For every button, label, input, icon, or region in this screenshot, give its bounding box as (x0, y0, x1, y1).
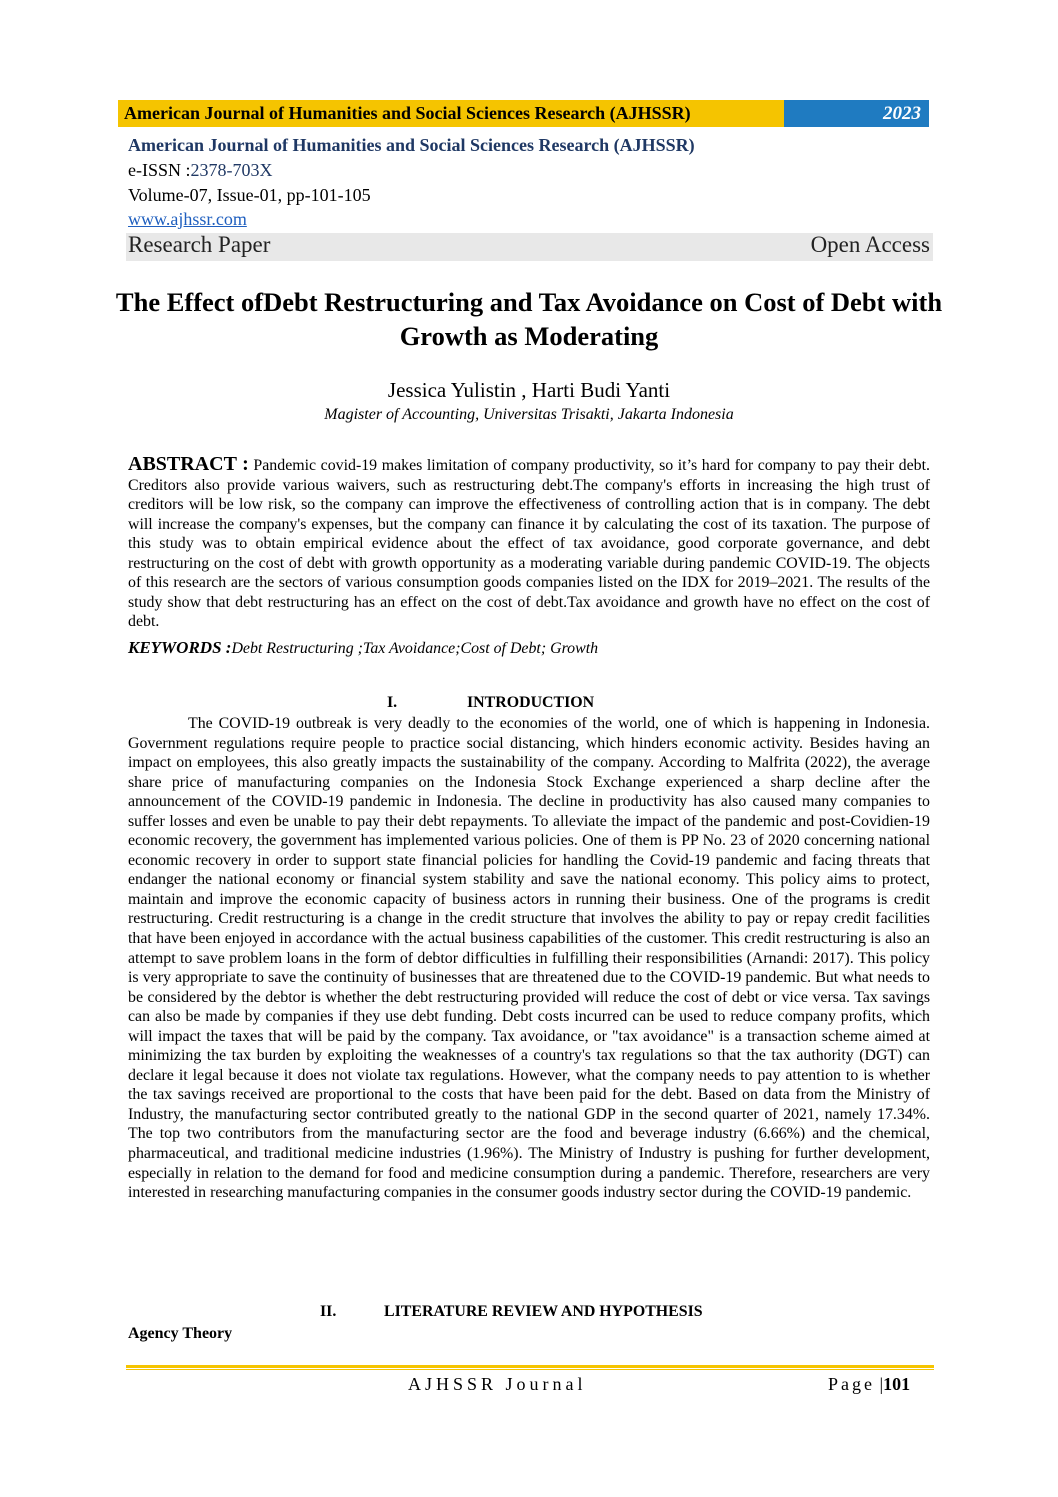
introduction-text: The COVID-19 outbreak is very deadly to the economies of the world, one of which is happening in Indonesia. Government regulations require people to practice social distancing, which hinders economic activity. Besides having an impact on employees, this also greatly impacts the sustainability of the company. According to Malfrita (2022), the average share price of manufacturing companies on the Indonesia Stock Exchange experienced a sharp decline after the announcement of the COVID-19 pandemic in Indonesia. The decline in productivity has also caused many companies to suffer losses and even be unable to pay their debt repayments. To alleviate the impact of the pandemic and post-Covidien-19 economic recovery, the government has implemented various policies. One of them is PP No. 23 of 2020 concerning national economic recovery in order to support state financial policies for handling the Covid-19 pandemic and facing threats that endanger the national economy or financial system stability and save the national economy. This policy aims to protect, maintain and improve the economic capacity of business actors in running their business. One of the programs is credit restructuring. Credit restructuring is a change in the credit structure that involves the ability to pay or repay credit facilities that have been enjoyed in accordance with the actual business capabilities of the customer. This credit restructuring is also an attempt to save problem loans in the form of debtor difficulties in fulfilling their responsibilities (Arnandi: 2017). This policy is very appropriate to save the continuity of businesses that are threatened due to the COVID-19 pandemic. But what needs to be considered by the debtor is whether the debt restructuring provided will reduce the cost of debt or vice versa. Tax savings can also be made by companies if they use debt funding. Debt costs incurred can be used to reduce company profits, which will impact the taxes that will be paid by the company. Tax avoidance, or "tax avoidance" is a transaction scheme aimed at minimizing the tax burden by exploiting the weaknesses of a country's tax regulations so that the tax authority (DGT) can declare it legal because it does not violate tax regulations. However, what the company needs to pay attention to is whether the tax savings received are proportional to the costs that have been paid for the debt. Based on data from the Ministry of Industry, the manufacturing sector contributed greatly to the national GDP in the second quarter of 2021, namely 17.34%. The top two contributors from the manufacturing sector are the food and beverage industry (6.66%) and the chemical, pharmaceutical, and traditional medicine industries (1.96%). The Ministry of Industry is pushing for further development, especially in relation to the demand for food and medicine consumption during a pandemic. Therefore, researchers are very interested in researching manufacturing companies in the consumer goods industry sector during the COVID-19 pandemic. (128, 715, 930, 1202)
abstract-text: Pandemic covid-19 makes limitation of company productivity, so it’s hard for company to pay their debt. Creditors also provide various waivers, such as restructuring debt.The company's efforts in increasing the high trust of creditors will be low risk, so the company can improve the effectiveness of controlling action that is in company. The debt will increase the company's expenses, but the company can finance it by calculating the cost of its taxation. The purpose of this study was to obtain empirical evidence about the effect of tax avoidance, good corporate governance, and debt restructuring on the cost of debt with growth opportunity as a moderating variable during pandemic COVID-19. The objects of this research are the sectors of various consumption goods companies listed on the IDX for 2019–2021. The results of the study show that debt restructuring has an effect on the cost of debt.Tax avoidance and growth have no effect on the cost of debt. (128, 457, 930, 631)
section-title-literature: LITERATURE REVIEW AND HYPOTHESIS (384, 1303, 703, 1320)
footer-rule (126, 1365, 934, 1368)
section-number-intro: I. (387, 694, 398, 711)
keywords (128, 638, 930, 659)
running-header-year: 2023 (784, 100, 929, 127)
subsection-agency-theory: Agency Theory (128, 1325, 233, 1342)
eissn-label: e-ISSN : (128, 160, 191, 180)
footer-separator: | (879, 1374, 884, 1394)
masthead-journal-name: American Journal of Humanities and Social Sciences Research (AJHSSR) (128, 135, 695, 155)
article-title: The Effect ofDebt Restructuring and Tax Avoidance on Cost of Debt with Growth as Moderating (115, 287, 943, 351)
footer-rule-thin (126, 1369, 934, 1370)
footer-page (828, 1374, 910, 1395)
keywords-text: Debt Restructuring ;Tax Avoidance;Cost of Debt; Growth (231, 640, 599, 657)
masthead-eissn (128, 160, 273, 181)
eissn-value: 2378-703X (190, 160, 273, 180)
abstract (128, 455, 930, 632)
journal-website-link[interactable]: www.ajhssr.com (128, 209, 247, 229)
author-affiliation: Magister of Accounting, Universitas Trisakti, Jakarta Indonesia (324, 406, 734, 423)
section-title-intro: INTRODUCTION (467, 694, 595, 711)
abstract-label: ABSTRACT : (128, 453, 249, 475)
footer-page-number: 101 (883, 1374, 911, 1394)
footer-page-label: Page (828, 1374, 875, 1394)
section-number-literature: II. (320, 1303, 337, 1320)
keywords-label: KEYWORDS : (128, 638, 232, 657)
article-authors: Jessica Yulistin , Harti Budi Yanti (387, 378, 671, 402)
footer-journal: AJHSSR Journal (408, 1374, 587, 1394)
masthead-volume: Volume-07, Issue-01, pp-101-105 (128, 185, 371, 205)
running-header-journal: American Journal of Humanities and Social Sciences Research (AJHSSR) (118, 100, 784, 127)
open-access-label: Open Access (810, 232, 930, 257)
paper-type-label: Research Paper (128, 232, 271, 257)
running-header (118, 100, 929, 127)
